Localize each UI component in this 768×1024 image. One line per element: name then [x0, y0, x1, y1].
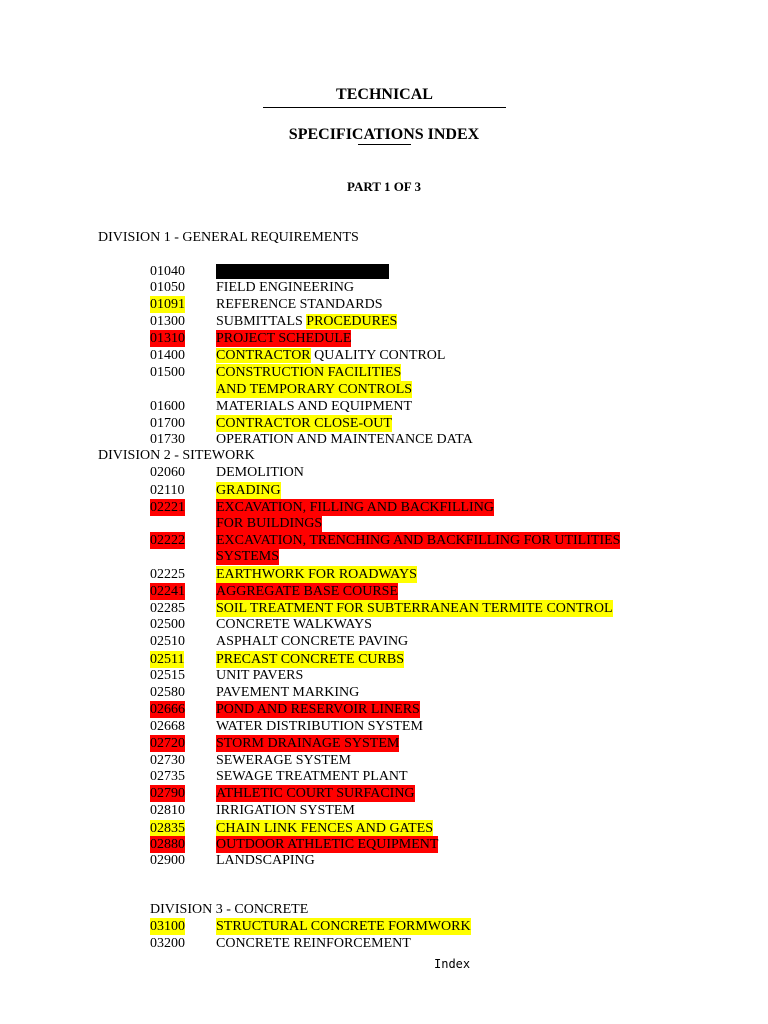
spec-title: WATER DISTRIBUTION SYSTEM [216, 719, 423, 734]
spec-code: 02500 [150, 617, 185, 632]
spec-title-continued: AND TEMPORARY CONTROLS [216, 382, 413, 397]
spec-code: 02285 [150, 601, 185, 616]
spec-title: ATHLETIC COURT SURFACING [216, 786, 415, 801]
spec-code: 01050 [150, 280, 185, 295]
spec-code: 01091 [150, 297, 185, 312]
spec-title: SEWAGE TREATMENT PLANT [216, 769, 408, 784]
document-title-block [263, 85, 506, 108]
spec-title: PROJECT SCHEDULE [216, 331, 352, 346]
spec-title: PRECAST CONCRETE CURBS [216, 652, 405, 667]
spec-code: 01700 [150, 416, 185, 431]
spec-title: DEMOLITION [216, 465, 304, 480]
spec-code: 02900 [150, 853, 185, 868]
spec-title-continued: FOR BUILDINGS [216, 516, 323, 531]
spec-title [216, 313, 397, 330]
spec-title-continued: SYSTEMS [216, 549, 280, 564]
spec-title: EARTHWORK FOR ROADWAYS [216, 567, 417, 582]
spec-code: 02790 [150, 786, 185, 801]
document-title: TECHNICAL [263, 85, 506, 108]
division-1-heading: DIVISION 1 - GENERAL REQUIREMENTS [98, 230, 359, 245]
spec-code: 01310 [150, 331, 185, 346]
spec-code: 01040 [150, 264, 185, 279]
spec-code: 02060 [150, 465, 185, 480]
spec-code: 01730 [150, 432, 185, 447]
spec-title-highlight: PROCEDURES [306, 314, 398, 329]
spec-title: SEWERAGE SYSTEM [216, 753, 351, 768]
spec-code: 02720 [150, 736, 185, 751]
spec-title-part: SUBMITTALS [216, 314, 307, 329]
spec-title: CHAIN LINK FENCES AND GATES [216, 821, 434, 836]
spec-code: 02515 [150, 668, 185, 683]
spec-code: 02221 [150, 500, 185, 515]
spec-code: 01500 [150, 365, 185, 380]
spec-code: 02241 [150, 584, 185, 599]
spec-title: SOIL TREATMENT FOR SUBTERRANEAN TERMITE CONTROL [216, 601, 613, 616]
spec-title [216, 347, 445, 364]
spec-code: 02810 [150, 803, 185, 818]
spec-code: 01300 [150, 314, 185, 329]
spec-title: POND AND RESERVOIR LINERS [216, 702, 420, 717]
spec-code: 03100 [150, 919, 185, 934]
spec-code: 02222 [150, 533, 185, 548]
spec-title: AGGREGATE BASE COURSE [216, 584, 399, 599]
spec-code: 02730 [150, 753, 185, 768]
part-indicator: PART 1 OF 3 [346, 179, 422, 194]
spec-title: MATERIALS AND EQUIPMENT [216, 399, 412, 414]
spec-title: FIELD ENGINEERING [216, 280, 355, 295]
spec-title: CONCRETE WALKWAYS [216, 617, 372, 632]
division-3-heading: DIVISION 3 - CONCRETE [150, 902, 309, 917]
spec-title: IRRIGATION SYSTEM [216, 803, 355, 818]
spec-title: GRADING [216, 483, 281, 498]
spec-title-highlight: CONTRACTOR [216, 348, 311, 363]
spec-title: OUTDOOR ATHLETIC EQUIPMENT [216, 837, 439, 852]
spec-code: 01600 [150, 399, 185, 414]
spec-code: 01400 [150, 348, 185, 363]
document-subtitle: SPECIFICATIONS INDEX [288, 126, 480, 143]
redaction-bar [216, 264, 389, 279]
spec-title: EXCAVATION, FILLING AND BACKFILLING [216, 500, 494, 515]
spec-code: 02511 [150, 652, 185, 667]
spec-title: REFERENCE STANDARDS [216, 297, 383, 312]
spec-code: 02668 [150, 719, 185, 734]
spec-title: STORM DRAINAGE SYSTEM [216, 736, 400, 751]
spec-title: EXCAVATION, TRENCHING AND BACKFILLING FOR UTILITIES [216, 533, 621, 548]
spec-code: 02880 [150, 837, 185, 852]
spec-code: 02835 [150, 821, 185, 836]
spec-title: CONCRETE REINFORCEMENT [216, 936, 411, 951]
spec-title: UNIT PAVERS [216, 668, 304, 683]
subtitle-underline [358, 144, 411, 145]
spec-title: CONSTRUCTION FACILITIES [216, 365, 402, 380]
spec-code: 02666 [150, 702, 185, 717]
spec-code: 02510 [150, 634, 185, 649]
spec-code: 02735 [150, 769, 185, 784]
spec-title: PAVEMENT MARKING [216, 685, 360, 700]
spec-code: 02225 [150, 567, 185, 582]
spec-title: LANDSCAPING [216, 853, 315, 868]
spec-title: CONTRACTOR CLOSE-OUT [216, 416, 392, 431]
spec-code: 03200 [150, 936, 185, 951]
spec-title: ASPHALT CONCRETE PAVING [216, 634, 409, 649]
page-footer: Index [434, 957, 471, 971]
spec-title: STRUCTURAL CONCRETE FORMWORK [216, 919, 471, 934]
spec-title: OPERATION AND MAINTENANCE DATA [216, 432, 473, 447]
spec-code: 02110 [150, 483, 185, 498]
division-2-heading: DIVISION 2 - SITEWORK [98, 448, 255, 463]
spec-code: 02580 [150, 685, 185, 700]
spec-title-part: QUALITY CONTROL [310, 348, 446, 363]
